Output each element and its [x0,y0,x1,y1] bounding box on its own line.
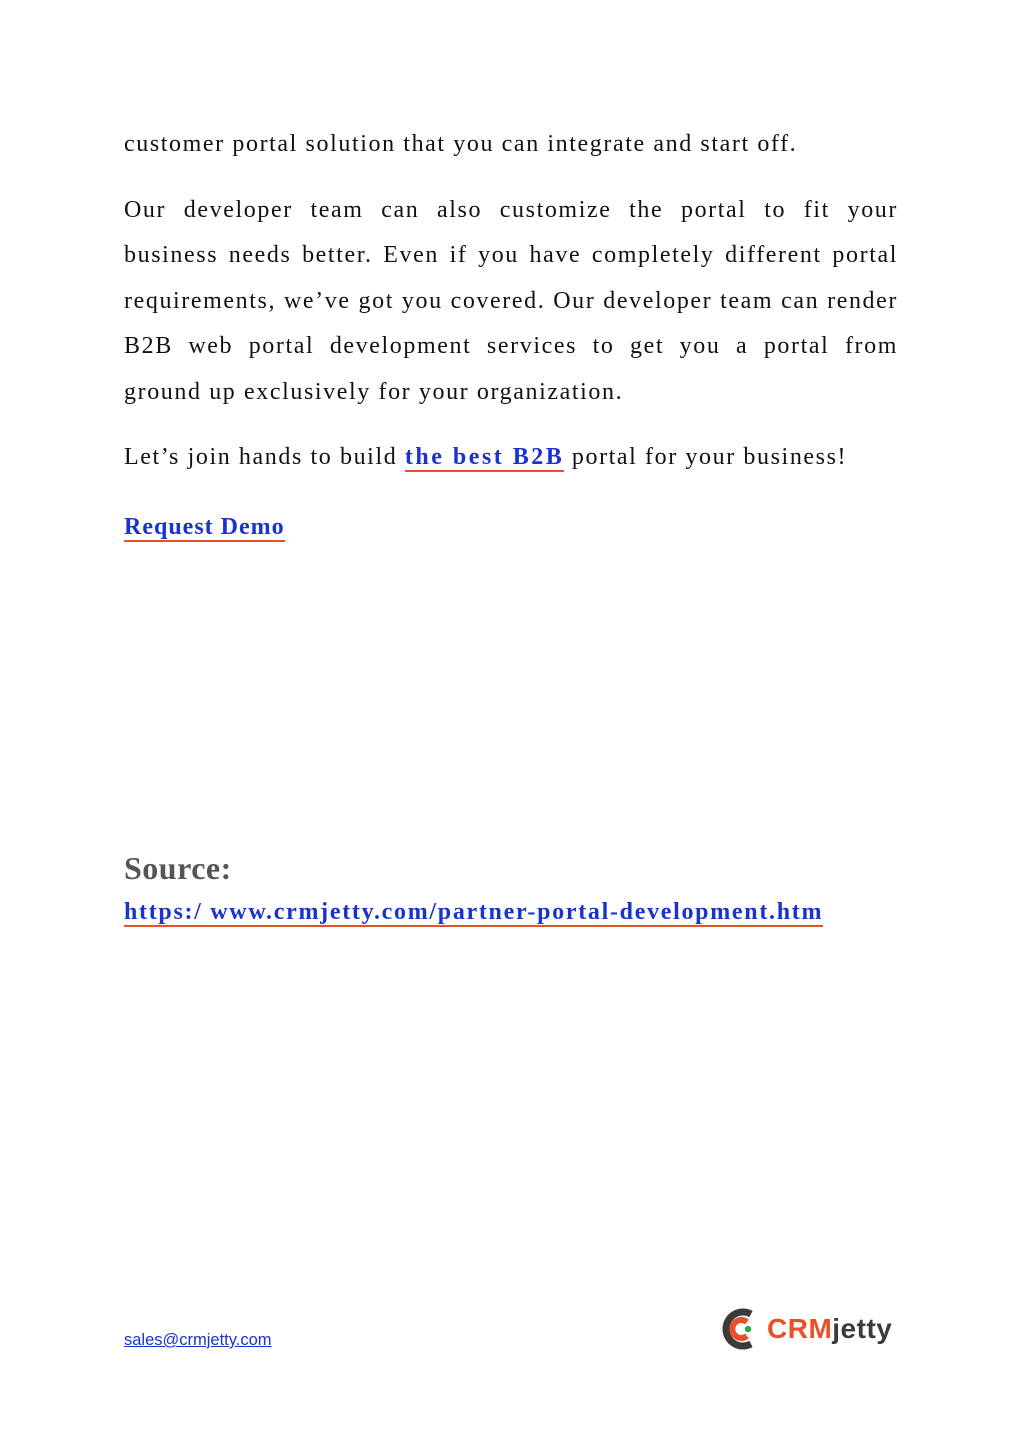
paragraph-join-hands-text-after: portal for your business! [564,444,848,470]
main-content [124,122,898,571]
logo-jetty-text: jetty [832,1313,893,1344]
source-heading: Source: [124,850,232,886]
sales-email-link[interactable]: sales@crmjetty.com [124,1331,272,1349]
crmjetty-logo-icon [721,1306,761,1352]
logo-wordmark [767,1315,892,1343]
best-b2b-link[interactable]: the best B2B [404,444,565,470]
paragraph-join-hands-text-before: Let’s join hands to build [124,444,405,470]
paragraph-join-hands [124,435,898,481]
paragraph-intro: customer portal solution that you can integrate and start off. [124,131,798,157]
logo-crm-text: CRM [767,1313,833,1344]
paragraph-customization: Our developer team can also customize the portal to fit your business needs better. Even if you have completely different portal requirements, we’ve got you covered. Our developer team can render B2B web portal development services to get you a portal from ground up exclusively for your organization. [124,196,898,405]
request-demo-link[interactable]: Request Demo [124,513,285,540]
source-url-link[interactable]: https:/ www.crmjetty.com/partner-portal-development.htm [124,899,824,925]
source-url-row [124,894,884,930]
crmjetty-logo [721,1306,892,1352]
request-demo-row [124,507,898,547]
